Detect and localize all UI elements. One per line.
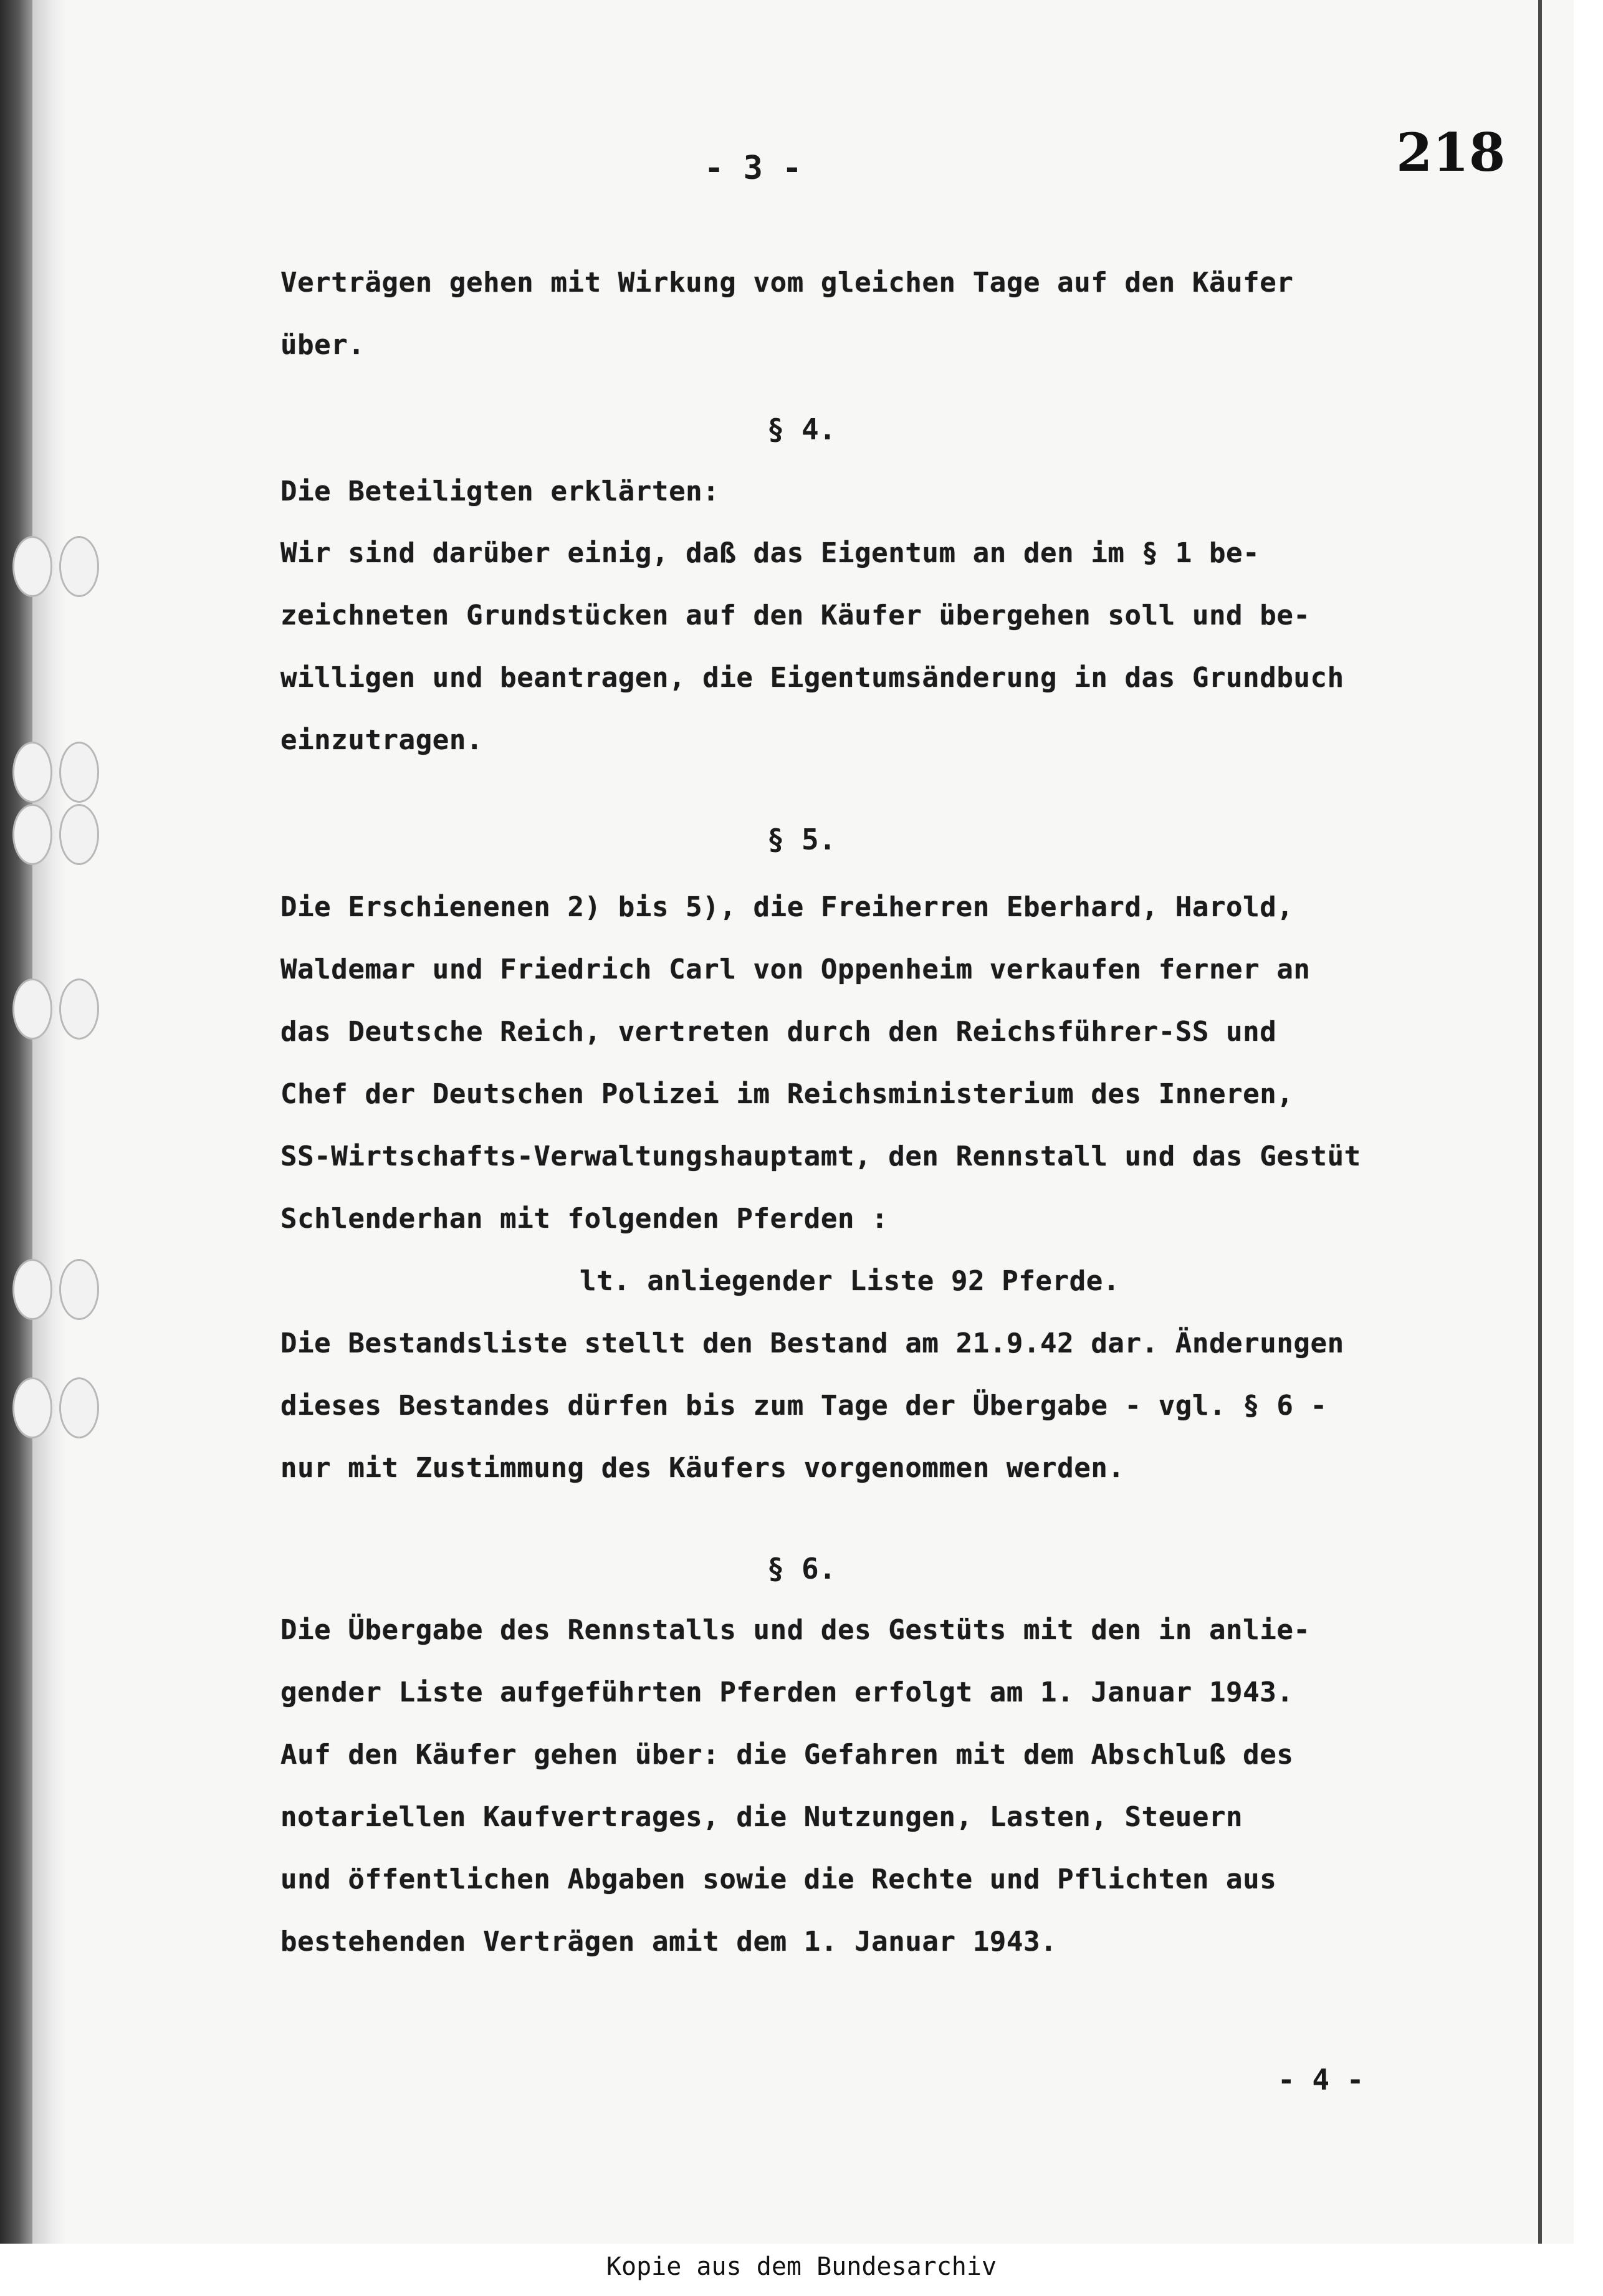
text-line: Chef der Deutschen Polizei im Reichsministerium des Inneren, (280, 1078, 1294, 1110)
text-line: Die Übergabe des Rennstalls und des Gestüts mit den in anlie- (280, 1614, 1311, 1646)
section-heading: § 4. (767, 413, 836, 446)
text-line: zeichneten Grundstücken auf den Käufer übergehen soll und be- (280, 600, 1311, 631)
text-line: bestehenden Verträgen amit dem 1. Januar 1943. (280, 1926, 1058, 1958)
text-line: Auf den Käufer gehen über: die Gefahren mit dem Abschluß des (280, 1739, 1294, 1771)
page-marker: - 3 - (704, 150, 802, 187)
sheet-right-edge (1538, 0, 1542, 2244)
text-line: über. (280, 329, 365, 361)
text-line: dieses Bestandes dürfen bis zum Tage der Übergabe - vgl. § 6 - (280, 1390, 1328, 1422)
punch-hole (59, 1259, 99, 1320)
punch-hole (12, 536, 52, 597)
text-line: Waldemar und Friedrich Carl von Oppenheim verkaufen ferner an (280, 954, 1311, 985)
punch-hole (59, 1377, 99, 1438)
text-line: Wir sind darüber einig, daß das Eigentum an den im § 1 be- (280, 537, 1260, 569)
punch-hole (12, 1259, 52, 1320)
text-line: nur mit Zustimmung des Käufers vorgenommen werden. (280, 1452, 1125, 1484)
archive-caption: Kopie aus dem Bundesarchiv (606, 2252, 997, 2281)
text-line: gender Liste aufgeführten Pferden erfolgt am 1. Januar 1943. (280, 1677, 1294, 1708)
text-line: Die Beteiligten erklärten: (280, 476, 720, 507)
text-line: SS-Wirtschafts-Verwaltungshauptamt, den Rennstall und das Gestüt (280, 1141, 1361, 1172)
text-line: und öffentlichen Abgaben sowie die Rechte und Pflichten aus (280, 1863, 1277, 1895)
text-line: willigen und beantragen, die Eigentumsänderung in das Grundbuch (280, 662, 1344, 694)
list-line: lt. anliegender Liste 92 Pferde. (580, 1265, 1120, 1297)
text-line: Schlenderhan mit folgenden Pferden : (280, 1203, 889, 1235)
text-line: Verträgen gehen mit Wirkung vom gleichen Tage auf den Käufer (280, 267, 1294, 299)
punch-hole (59, 978, 99, 1040)
text-line: notariellen Kaufvertrages, die Nutzungen, Lasten, Steuern (280, 1801, 1243, 1833)
text-line: Die Bestandsliste stellt den Bestand am 21.9.42 dar. Änderungen (280, 1327, 1344, 1359)
punch-hole (12, 742, 52, 803)
text-line: das Deutsche Reich, vertreten durch den Reichsführer-SS und (280, 1016, 1277, 1048)
next-page-marker: - 4 - (1278, 2063, 1364, 2097)
section-heading: § 6. (767, 1552, 836, 1586)
binding-strip (0, 0, 32, 2244)
punch-hole (59, 742, 99, 803)
text-line: Die Erschienenen 2) bis 5), die Freiherren Eberhard, Harold, (280, 891, 1294, 923)
binding-edge (32, 0, 67, 2244)
punch-hole (59, 536, 99, 597)
archive-number: 218 (1396, 122, 1506, 183)
punch-hole (12, 978, 52, 1040)
text-line: einzutragen. (280, 724, 484, 756)
punch-hole (12, 1377, 52, 1438)
section-heading: § 5. (767, 823, 836, 856)
